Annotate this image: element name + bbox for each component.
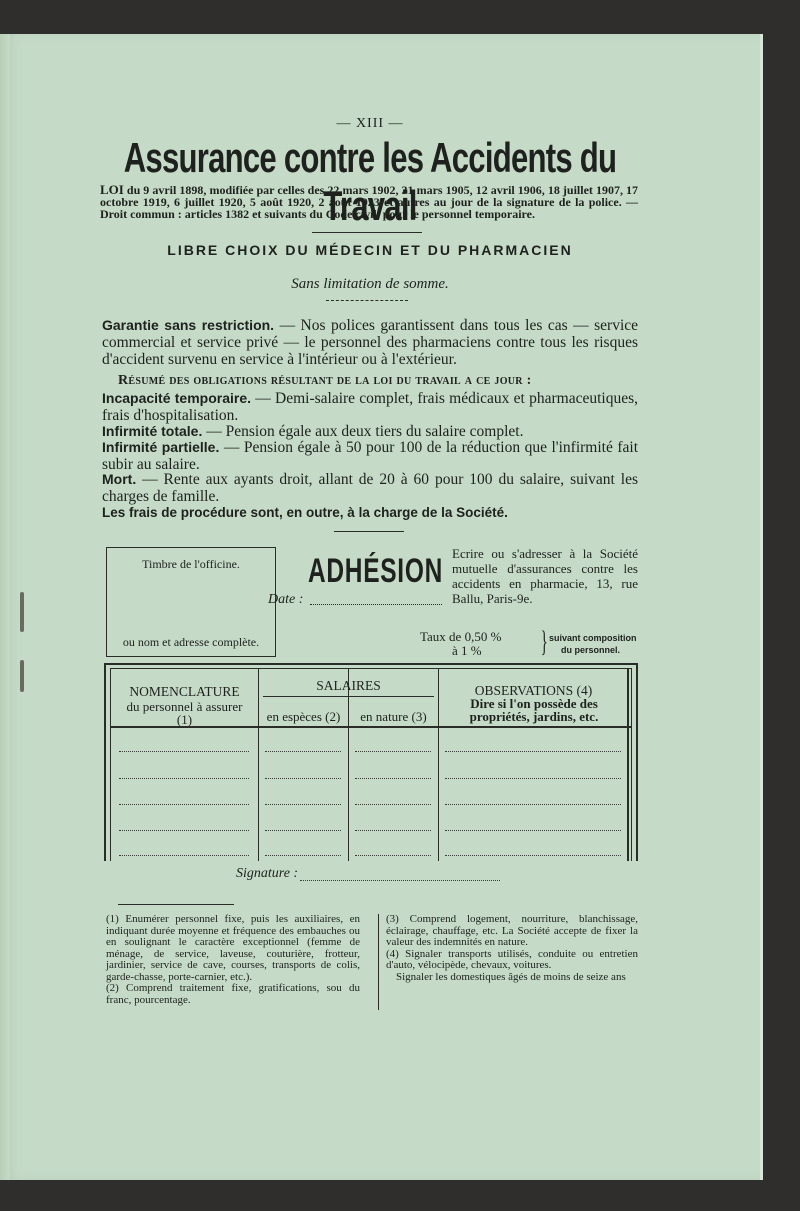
table-row[interactable]: [355, 804, 431, 805]
salaires-rule: [263, 696, 434, 697]
footnote-2: (2) Comprend traitement fixe, gratifications, sou du franc, pourcentage.: [106, 982, 360, 1006]
table-row[interactable]: [119, 855, 249, 856]
divider: [312, 232, 422, 233]
nom-adresse-label: ou nom et adresse complète.: [122, 635, 260, 649]
table-row[interactable]: [355, 830, 431, 831]
footnote-column-rule: [378, 914, 379, 1010]
table-row[interactable]: [265, 855, 341, 856]
table-row[interactable]: [445, 778, 621, 779]
footnotes-left: [106, 914, 360, 1006]
date-field[interactable]: [310, 604, 442, 605]
header-rule: [111, 726, 631, 728]
italic-note: Sans limitation de somme.: [291, 276, 449, 292]
nature-header: en nature (3): [360, 709, 427, 724]
ecrire-text: Ecrire ou s'adresser à la Société mutuelle d'assurances contre les accidents en pharmacie, 13, rue Ballu, Paris-9e.: [452, 546, 638, 606]
item-lead: Mort.: [102, 471, 137, 487]
item-text: — Pension égale à 50 pour 100 de la réduction que l'infirmité fait subir au salaire.: [102, 439, 639, 473]
table-row[interactable]: [119, 751, 249, 752]
frais-line: Les frais de procédure sont, en outre, à la charge de la Société.: [102, 505, 508, 520]
table-row[interactable]: [265, 751, 341, 752]
page-title: Assurance contre les Accidents du Travail: [123, 134, 617, 229]
subtitle: LIBRE CHOIX DU MÉDECIN ET DU PHARMACIEN: [167, 242, 573, 258]
footnotes-right: [386, 914, 638, 983]
adhesion-title: ADHÉSION: [308, 552, 443, 590]
item-infirmite-totale: [102, 423, 638, 440]
signature-field[interactable]: [300, 880, 500, 881]
garantie-lead: Garantie sans restriction.: [102, 317, 275, 333]
observations-header: OBSERVATIONS (4): [474, 683, 593, 698]
nomenclature-header: NOMENCLATURE: [129, 684, 240, 699]
timbre-label: Timbre de l'officine.: [142, 557, 240, 571]
footnote-3: (3) Comprend logement, nourriture, blanchissage, éclairage, chauffage, etc. La Société accepte de fixer la valeur des indemnités en nature.: [386, 913, 638, 948]
table-row[interactable]: [445, 804, 621, 805]
item-lead: Incapacité temporaire.: [102, 390, 251, 406]
footnote-divider: [118, 904, 234, 905]
loi-text: du 9 avril 1898, modifiée par celles des 22 mars 1902, 31 mars 1905, 12 avril 1906, 18 juillet 1907, 17 octobre 1919, 6 juillet 1920, 5 août 1920, 2 août 1923 et autres au jour de la signature de la police. — Droit commun : articles 1382 et suivants du Code civil, pour le personnel temporaire.: [100, 183, 638, 221]
table-row[interactable]: [119, 804, 249, 805]
table-column-rule: [627, 669, 629, 861]
table-inner: [110, 668, 632, 861]
taux-line-1: Taux de 0,50 %: [420, 629, 502, 644]
suivant-line-1: suivant composition: [549, 633, 637, 643]
table-column-rule: [348, 669, 349, 861]
item-mort: [102, 471, 638, 505]
item-text: — Demi-salaire complet, frais médicaux et pharmaceutiques, frais d'hospitalisation.: [102, 390, 638, 424]
date-label: Date :: [268, 592, 304, 607]
item-lead: Infirmité totale.: [102, 423, 203, 439]
footnote-5: Signaler les domestiques âgés de moins de seize ans: [396, 970, 626, 983]
divider: [334, 531, 404, 532]
table-row[interactable]: [119, 778, 249, 779]
garantie-text: — Nos polices garantissent dans tous les cas — service commercial et service privé — le personnel des pharmaciens contre tous les risques d'accident survenu en service à l'intérieur ou à l'extérieur.: [102, 317, 639, 368]
page-number: — XIII —: [336, 116, 404, 131]
garantie-paragraph: [102, 317, 638, 368]
table-row[interactable]: [265, 830, 341, 831]
item-text: — Rente aux ayants droit, allant de 20 à 60 pour 100 du salaire, suivant les charges de famille.: [102, 471, 638, 505]
page-gutter: [0, 34, 10, 1180]
table-row[interactable]: [445, 830, 621, 831]
personnel-table: [104, 663, 638, 861]
loi-lead: LOI: [100, 182, 124, 197]
table-row[interactable]: [119, 830, 249, 831]
item-infirmite-partielle: [102, 439, 638, 473]
item-text: — Pension égale aux deux tiers du salaire complet.: [202, 423, 524, 440]
table-column-rule: [258, 669, 259, 861]
suivant-block: [549, 632, 637, 656]
observations-sub: Dire si l'on possède des propriétés, jardins, etc.: [469, 696, 599, 724]
table-row[interactable]: [355, 751, 431, 752]
table-row[interactable]: [265, 778, 341, 779]
nomenclature-sub: du personnel à assurer (1): [126, 699, 243, 727]
resume-heading: Résumé des obligations résultant de la loi du travail a ce jour :: [118, 373, 532, 388]
staple-top: [20, 592, 24, 632]
item-incapacite: [102, 390, 638, 424]
suivant-line-2: du personnel.: [561, 645, 621, 655]
signature-label: Signature :: [236, 866, 299, 881]
taux-block: [420, 630, 501, 658]
item-lead: Infirmité partielle.: [102, 439, 220, 455]
footnote-4: (4) Signaler transports utilisés, conduite ou entretien d'auto, vélocipède, chevaux, voitures.: [386, 947, 638, 971]
table-row[interactable]: [445, 855, 621, 856]
table-row[interactable]: [445, 751, 621, 752]
salaires-header: SALAIRES: [316, 678, 381, 693]
staple-bottom: [20, 660, 24, 692]
table-row[interactable]: [355, 855, 431, 856]
taux-line-2: à 1 %: [452, 643, 482, 658]
footnote-1: (1) Enumérer personnel fixe, puis les auxiliaires, en indiquant durée moyenne et fréquence des embauches ou en soulignant le caractère exceptionnel (femme de ménage, de service, laveuse, couturière, frotteur, jardinier, service de cave, courses, transports de colis, garde-chasse, porte-carnier, etc.).: [106, 913, 360, 983]
loi-paragraph: [100, 184, 638, 220]
stamp-box[interactable]: [106, 547, 276, 657]
table-row[interactable]: [265, 804, 341, 805]
wavy-divider: [326, 294, 408, 301]
table-row[interactable]: [355, 778, 431, 779]
especes-header: en espèces (2): [266, 709, 341, 724]
table-column-rule: [438, 669, 439, 861]
brace-glyph: }: [540, 625, 548, 658]
